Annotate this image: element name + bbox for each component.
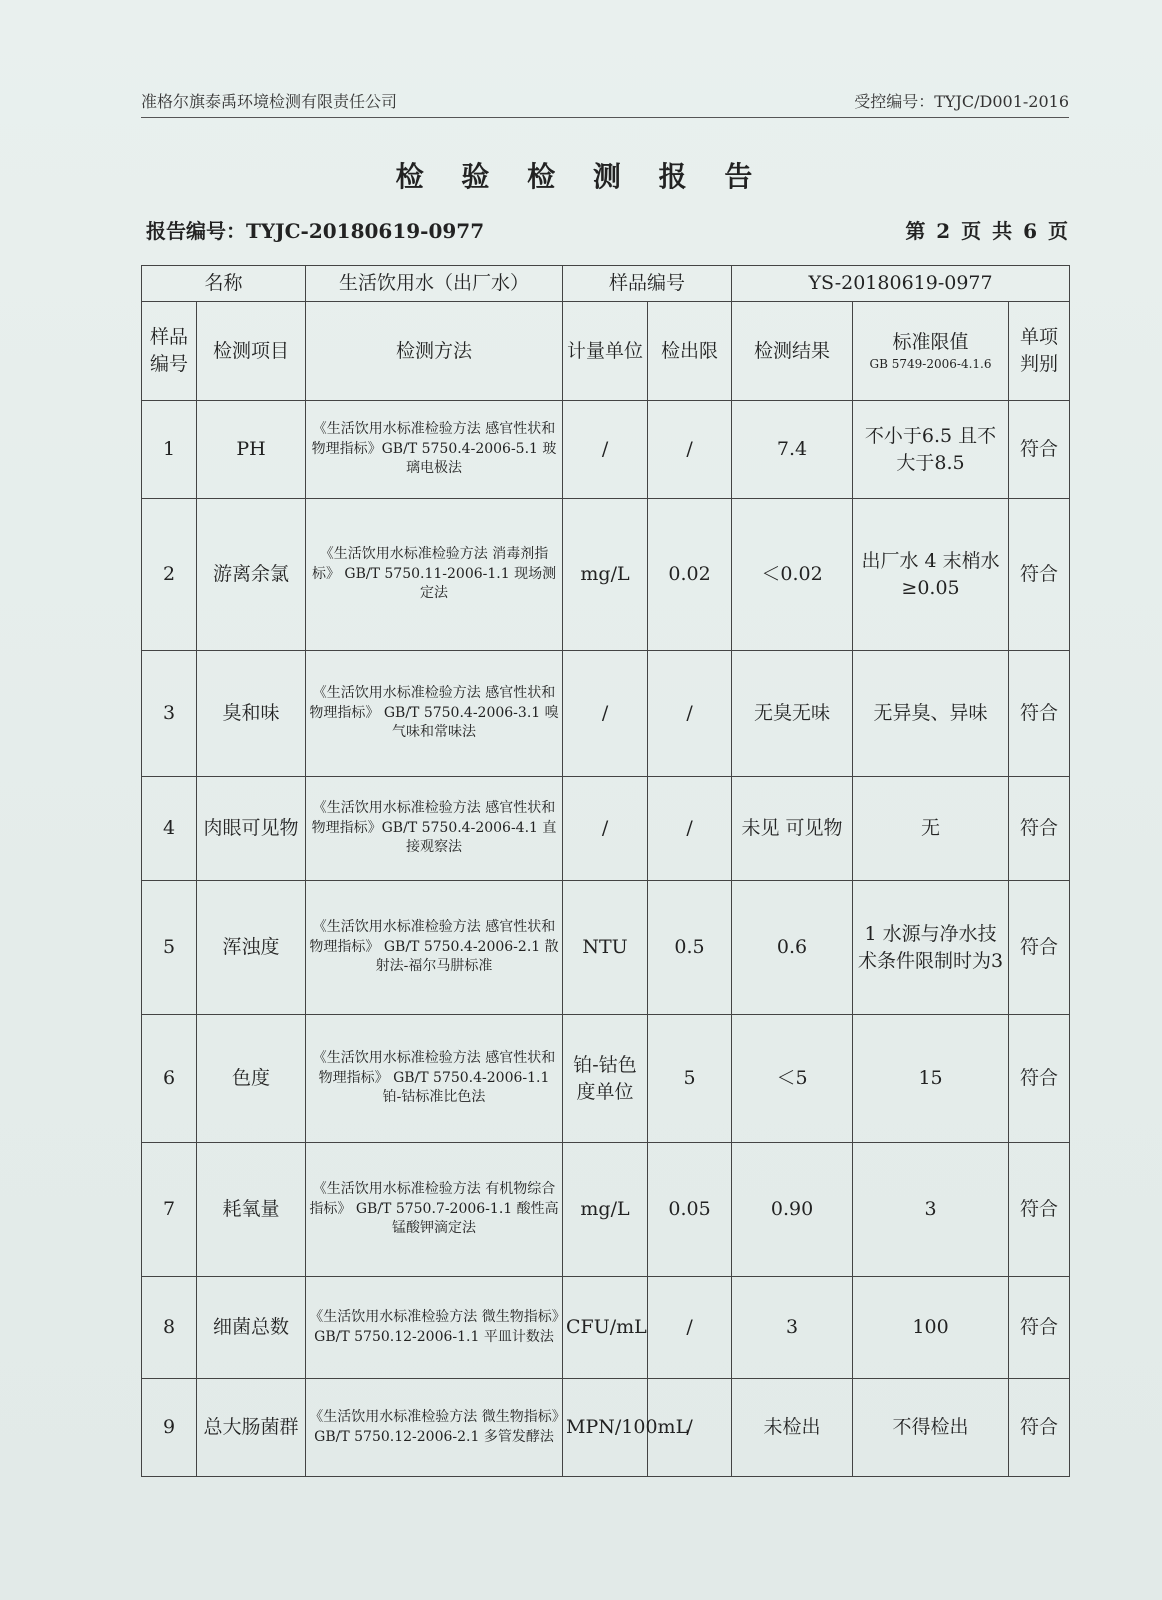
row-judge: 符合 bbox=[1009, 881, 1070, 1015]
standard-reference: GB 5749-2006-4.1.6 bbox=[869, 356, 992, 371]
col-header-unit: 计量单位 bbox=[563, 302, 648, 401]
col-header-seq: 样品编号 bbox=[142, 302, 197, 401]
name-value: 生活饮用水（出厂水） bbox=[306, 266, 563, 302]
row-method: 《生活饮用水标准检验方法 感官性状和物理指标》 GB/T 5750.4-2006-1.1 铂-钴标准比色法 bbox=[306, 1015, 563, 1143]
row-item: PH bbox=[197, 401, 306, 499]
row-item: 肉眼可见物 bbox=[197, 777, 306, 881]
row-limit: 0.05 bbox=[648, 1143, 732, 1277]
row-limit: 0.02 bbox=[648, 499, 732, 651]
row-judge: 符合 bbox=[1009, 1379, 1070, 1477]
row-limit: / bbox=[648, 651, 732, 777]
row-no: 7 bbox=[142, 1143, 197, 1277]
col-header-judge: 单项判别 bbox=[1009, 302, 1070, 401]
row-method: 《生活饮用水标准检验方法 感官性状和物理指标》 GB/T 5750.4-2006-3.1 嗅气味和常味法 bbox=[306, 651, 563, 777]
row-standard: 1 水源与净水技术条件限制时为3 bbox=[853, 881, 1009, 1015]
row-no: 4 bbox=[142, 777, 197, 881]
table-row bbox=[142, 1143, 1070, 1277]
control-number: 受控编号：TYJC/D001-2016 bbox=[854, 92, 1069, 111]
row-method: 《生活饮用水标准检验方法 感官性状和物理指标》GB/T 5750.4-2006-5.1 玻璃电极法 bbox=[306, 401, 563, 499]
row-no: 5 bbox=[142, 881, 197, 1015]
row-unit: mg/L bbox=[563, 499, 648, 651]
table-row bbox=[142, 1379, 1070, 1477]
company-name: 准格尔旗泰禹环境检测有限责任公司 bbox=[141, 92, 398, 111]
row-item: 细菌总数 bbox=[197, 1277, 306, 1379]
table-row bbox=[142, 881, 1070, 1015]
table-row bbox=[142, 777, 1070, 881]
row-no: 9 bbox=[142, 1379, 197, 1477]
report-number: 报告编号：TYJC-20180619-0977 bbox=[146, 219, 485, 243]
row-unit: / bbox=[563, 651, 648, 777]
row-standard: 无 bbox=[853, 777, 1009, 881]
row-unit: / bbox=[563, 777, 648, 881]
table-row bbox=[142, 651, 1070, 777]
row-item: 色度 bbox=[197, 1015, 306, 1143]
row-standard: 无异臭、异味 bbox=[853, 651, 1009, 777]
row-judge: 符合 bbox=[1009, 1143, 1070, 1277]
row-standard: 3 bbox=[853, 1143, 1009, 1277]
row-method: 《生活饮用水标准检验方法 有机物综合指标》 GB/T 5750.7-2006-1.1 酸性高锰酸钾滴定法 bbox=[306, 1143, 563, 1277]
standard-label: 标准限值 bbox=[892, 331, 969, 354]
row-method: 《生活饮用水标准检验方法 消毒剂指标》 GB/T 5750.11-2006-1.1 现场测定法 bbox=[306, 499, 563, 651]
row-result: 无臭无味 bbox=[732, 651, 853, 777]
report-title: 检 验 检 测 报 告 bbox=[395, 160, 767, 193]
row-item: 浑浊度 bbox=[197, 881, 306, 1015]
row-item: 耗氧量 bbox=[197, 1143, 306, 1277]
row-item: 臭和味 bbox=[197, 651, 306, 777]
row-no: 1 bbox=[142, 401, 197, 499]
col-header-item: 检测项目 bbox=[197, 302, 306, 401]
column-header-row bbox=[142, 302, 1070, 401]
row-result: 未检出 bbox=[732, 1379, 853, 1477]
row-method: 《生活饮用水标准检验方法 微生物指标》GB/T 5750.12-2006-1.1 平皿计数法 bbox=[306, 1277, 563, 1379]
row-limit: / bbox=[648, 1277, 732, 1379]
col-header-result: 检测结果 bbox=[732, 302, 853, 401]
row-standard: 15 bbox=[853, 1015, 1009, 1143]
row-judge: 符合 bbox=[1009, 1277, 1070, 1379]
row-judge: 符合 bbox=[1009, 651, 1070, 777]
sample-no-value: YS-20180619-0977 bbox=[732, 266, 1070, 302]
table-row bbox=[142, 401, 1070, 499]
col-header-limit: 检出限 bbox=[648, 302, 732, 401]
test-results-table bbox=[141, 265, 1070, 1477]
row-standard: 100 bbox=[853, 1277, 1009, 1379]
row-result: 7.4 bbox=[732, 401, 853, 499]
row-result: 3 bbox=[732, 1277, 853, 1379]
row-standard: 出厂水 4 末梢水≥0.05 bbox=[853, 499, 1009, 651]
table-row bbox=[142, 499, 1070, 651]
row-result: ＜0.02 bbox=[732, 499, 853, 651]
row-unit: MPN/100mL bbox=[563, 1379, 648, 1477]
row-no: 8 bbox=[142, 1277, 197, 1379]
row-result: 0.6 bbox=[732, 881, 853, 1015]
col-header-standard bbox=[853, 302, 1009, 401]
row-result: 0.90 bbox=[732, 1143, 853, 1277]
name-label: 名称 bbox=[142, 266, 306, 302]
row-method: 《生活饮用水标准检验方法 微生物指标》GB/T 5750.12-2006-2.1 多管发酵法 bbox=[306, 1379, 563, 1477]
page-indicator: 第 2 页 共 6 页 bbox=[905, 219, 1070, 243]
col-header-method: 检测方法 bbox=[306, 302, 563, 401]
row-judge: 符合 bbox=[1009, 499, 1070, 651]
row-item: 总大肠菌群 bbox=[197, 1379, 306, 1477]
row-judge: 符合 bbox=[1009, 1015, 1070, 1143]
table-row bbox=[142, 1015, 1070, 1143]
row-unit: / bbox=[563, 401, 648, 499]
row-limit: / bbox=[648, 1379, 732, 1477]
row-judge: 符合 bbox=[1009, 777, 1070, 881]
row-result: 未见 可见物 bbox=[732, 777, 853, 881]
row-limit: 5 bbox=[648, 1015, 732, 1143]
row-limit: / bbox=[648, 777, 732, 881]
sample-info-row bbox=[142, 266, 1070, 302]
row-method: 《生活饮用水标准检验方法 感官性状和物理指标》 GB/T 5750.4-2006-2.1 散射法-福尔马肼标准 bbox=[306, 881, 563, 1015]
row-judge: 符合 bbox=[1009, 401, 1070, 499]
row-unit: mg/L bbox=[563, 1143, 648, 1277]
row-result: ＜5 bbox=[732, 1015, 853, 1143]
table-row bbox=[142, 1277, 1070, 1379]
row-unit: CFU/mL bbox=[563, 1277, 648, 1379]
row-method: 《生活饮用水标准检验方法 感官性状和物理指标》GB/T 5750.4-2006-4.1 直接观察法 bbox=[306, 777, 563, 881]
sample-no-label: 样品编号 bbox=[563, 266, 732, 302]
row-no: 2 bbox=[142, 499, 197, 651]
row-standard: 不得检出 bbox=[853, 1379, 1009, 1477]
row-unit: 铂-钴色度单位 bbox=[563, 1015, 648, 1143]
row-no: 3 bbox=[142, 651, 197, 777]
page-header bbox=[141, 91, 1069, 118]
row-no: 6 bbox=[142, 1015, 197, 1143]
row-standard: 不小于6.5 且不大于8.5 bbox=[853, 401, 1009, 499]
row-unit: NTU bbox=[563, 881, 648, 1015]
row-limit: / bbox=[648, 401, 732, 499]
row-item: 游离余氯 bbox=[197, 499, 306, 651]
row-limit: 0.5 bbox=[648, 881, 732, 1015]
